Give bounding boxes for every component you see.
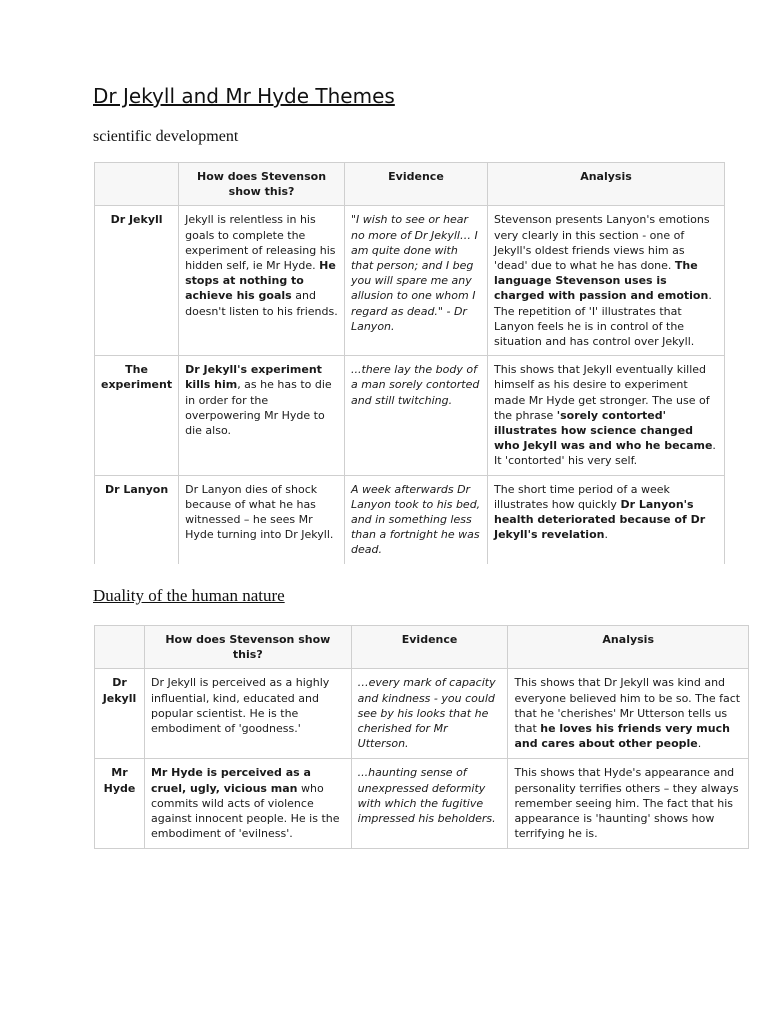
how-bold-text: Mr Hyde is perceived as a cruel, ugly, vicious man xyxy=(150,766,311,795)
how-text: Dr Lanyon dies of shock because of what he has witnessed – he sees Mr Hyde turning into Dr Jekyll. xyxy=(185,482,334,542)
evidence-cell: A week afterwards Dr Lanyon took to his bed, and in something less than a fortnight he was dead. xyxy=(344,475,487,564)
page-title: Dr Jekyll and Mr Hyde Themes xyxy=(93,84,395,108)
how-cell xyxy=(144,669,351,759)
row-label: Dr Jekyll xyxy=(95,206,179,356)
analysis-bold-text: 'sorely contorted' illustrates how science changed who Jekyll was and who he became xyxy=(494,408,713,453)
table-header-row xyxy=(95,163,725,206)
analysis-text: This shows that Dr Jekyll was kind and everyone believed him to be so. The fact that he 'cherishes' Mr Utterson tells us that xyxy=(514,676,741,736)
analysis-text-end: . xyxy=(697,737,702,751)
analysis-text: This shows that Hyde's appearance and personality terrifies others – they always remember seeing him. The fact that his appearance is 'haunting' shows how terrifying he is. xyxy=(514,766,739,841)
header-cell-how: How does Stevenson show this? xyxy=(179,163,345,206)
analysis-text: Stevenson presents Lanyon's emotions very clearly in this section - one of Jekyll's oldest friends views him as 'dead' due to what he has done. xyxy=(494,213,710,273)
header-cell-analysis: Analysis xyxy=(508,626,749,669)
analysis-cell xyxy=(488,475,725,564)
evidence-cell: "I wish to see or hear no more of Dr Jekyll… I am quite done with that person; and I beg you will spare me any allusion to one whom I regard as dead." - Dr Lanyon. xyxy=(344,206,487,356)
how-text: Jekyll is relentless in his goals to complete the experiment of releasing his hidden self, ie Mr Hyde. xyxy=(185,213,336,273)
header-cell-how: How does Stevenson show this? xyxy=(144,626,351,669)
row-label: Dr Lanyon xyxy=(95,475,179,564)
duality-table xyxy=(94,625,749,849)
analysis-text: The short time period of a week illustrates how quickly xyxy=(494,482,670,511)
analysis-text-end: . The repetition of 'I' illustrates that Lanyon feels he is in control of the situation and has control over Jekyll. xyxy=(494,289,712,349)
evidence-cell: …every mark of capacity and kindness - you could see by his looks that he cherished for Mr Utterson. xyxy=(351,669,508,759)
evidence-cell: ...there lay the body of a man sorely contorted and still twitching. xyxy=(344,356,487,475)
section-heading-scientific-development: scientific development xyxy=(93,128,239,145)
how-text-end: who commits wild acts of violence against innocent people. He is the embodiment of 'evilness'. xyxy=(150,781,340,841)
header-cell-evidence: Evidence xyxy=(344,163,487,206)
how-text-end: , as he has to die in order for the overpowering Mr Hyde to die also. xyxy=(185,378,332,438)
section-heading-duality: Duality of the human nature xyxy=(93,586,285,605)
how-bold-text: Dr Jekyll's experiment kills him xyxy=(185,363,322,392)
how-cell xyxy=(144,759,351,849)
table-header-row xyxy=(95,626,749,669)
analysis-cell xyxy=(508,759,749,849)
analysis-cell xyxy=(488,356,725,475)
how-cell xyxy=(179,356,345,475)
analysis-cell xyxy=(488,206,725,356)
table-row xyxy=(95,669,749,759)
table-row xyxy=(95,206,725,356)
how-text: Dr Jekyll is perceived as a highly influential, kind, educated and popular scientist. He is the embodiment of 'goodness.' xyxy=(150,676,330,736)
scientific-development-table xyxy=(94,162,725,564)
row-label: The experiment xyxy=(95,356,179,475)
row-label: Mr Hyde xyxy=(95,759,145,849)
table-row xyxy=(95,475,725,564)
header-cell-blank xyxy=(95,163,179,206)
analysis-text-end: . It 'contorted' his very self. xyxy=(494,439,716,468)
table-row xyxy=(95,759,749,849)
how-cell xyxy=(179,475,345,564)
row-label: Dr Jekyll xyxy=(95,669,145,759)
analysis-bold-text: Dr Lanyon's health deteriorated because of Dr Jekyll's revelation xyxy=(494,497,706,542)
analysis-cell xyxy=(508,669,749,759)
header-cell-evidence: Evidence xyxy=(351,626,508,669)
analysis-text-end: . xyxy=(604,528,608,542)
how-bold-text: He stops at nothing to achieve his goals xyxy=(185,259,336,303)
table-row xyxy=(95,356,725,475)
analysis-bold-text: The language Stevenson uses is charged with passion and emotion xyxy=(494,259,709,303)
header-cell-blank xyxy=(95,626,145,669)
how-cell xyxy=(179,206,345,356)
header-cell-analysis: Analysis xyxy=(488,163,725,206)
how-text-end: and doesn't listen to his friends. xyxy=(185,289,338,318)
analysis-bold-text: he loves his friends very much and cares about other people xyxy=(514,722,730,751)
evidence-cell: ...haunting sense of unexpressed deformity with which the fugitive impressed his beholders. xyxy=(351,759,508,849)
analysis-text: This shows that Jekyll eventually killed himself as his desire to experiment made Mr Hyde get stronger. The use of the phrase xyxy=(494,363,710,422)
